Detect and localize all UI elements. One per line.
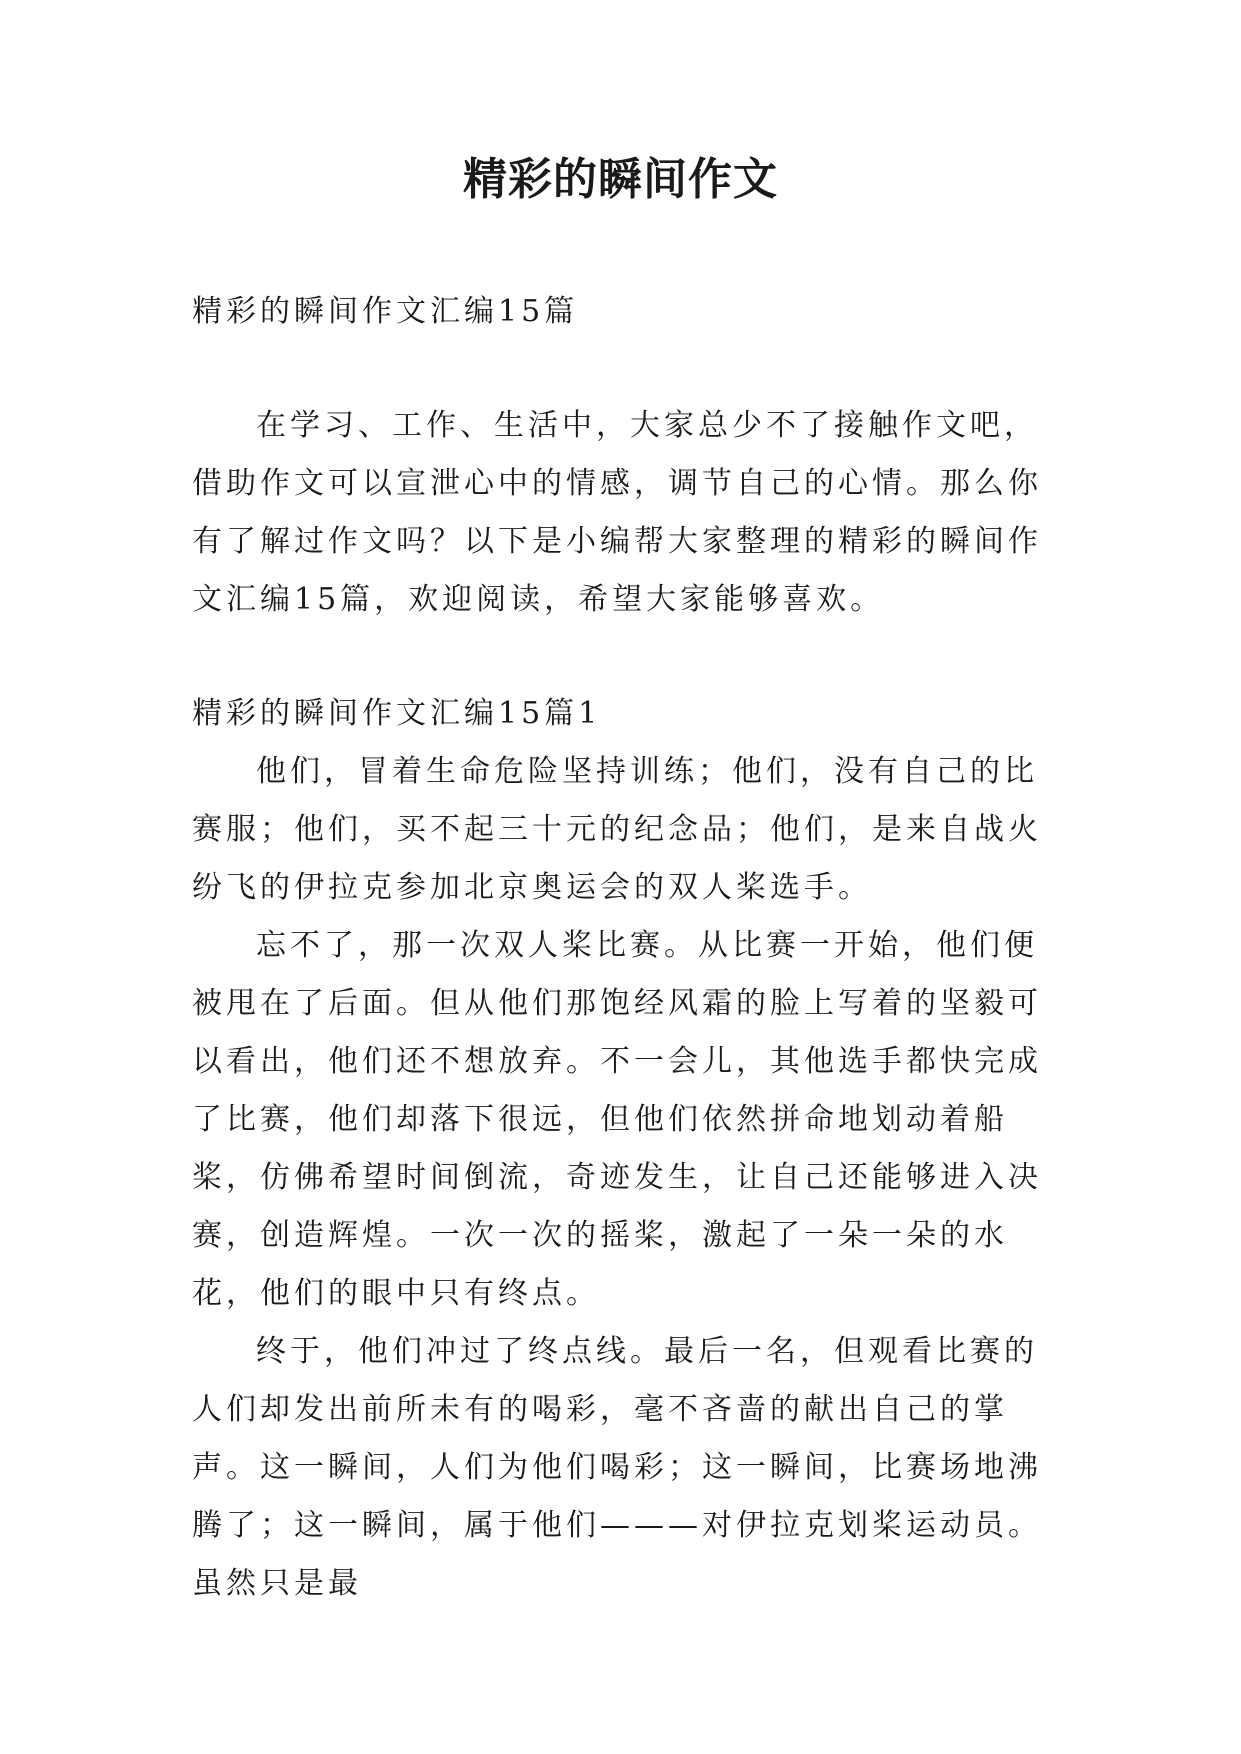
body-paragraph: 忘不了，那一次双人桨比赛。从比赛一开始，他们便被甩在了后面。但从他们那饱经风霜的脸上写着的坚毅可以看出，他们还不想放弃。不一会儿，其他选手都快完成了比赛，他们却落下很远，但他们依然拼命地划动着船桨，仿佛希望时间倒流，奇迹发生，让自己还能够进入决赛，创造辉煌。一次一次的摇桨，激起了一朵一朵的水花，他们的眼中只有终点。 — [192, 928, 1042, 1311]
document-title: 精彩的瞬间作文 — [463, 154, 778, 205]
intro-paragraph: 在学习、工作、生活中，大家总少不了接触作文吧，借助作文可以宣泄心中的情感，调节自己的心情。那么你有了解过作文吗？以下是小编帮大家整理的精彩的瞬间作文汇编15篇，欢迎阅读，希望大家能够喜欢。 — [192, 408, 1042, 617]
body-paragraph: 终于，他们冲过了终点线。最后一名，但观看比赛的人们却发出前所未有的喝彩，毫不吝啬的献出自己的掌声。这一瞬间，人们为他们喝彩；这一瞬间，比赛场地沸腾了；这一瞬间，属于他们———对伊拉克划桨运动员。虽然只是最 — [192, 1334, 1042, 1601]
body-paragraph: 他们，冒着生命危险坚持训练；他们，没有自己的比赛服；他们，买不起三十元的纪念品；他们，是来自战火纷飞的伊拉克参加北京奥运会的双人桨选手。 — [192, 754, 1042, 905]
document-subtitle: 精彩的瞬间作文汇编15篇 — [192, 294, 579, 329]
section-heading: 精彩的瞬间作文汇编15篇1 — [192, 696, 602, 731]
document-body — [192, 283, 1054, 1613]
